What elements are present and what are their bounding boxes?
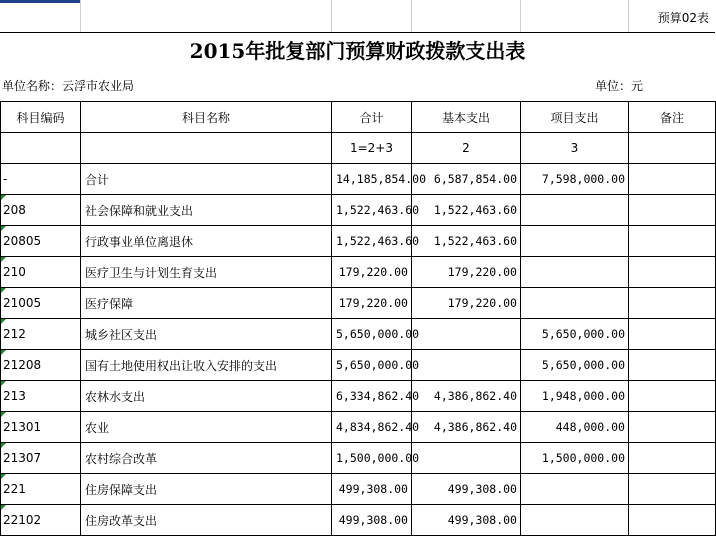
basic-cell[interactable]: 4,386,862.40: [412, 381, 521, 412]
expenditure-table: [0, 101, 716, 536]
currency-unit[interactable]: 单位：元: [595, 79, 644, 93]
basic-cell[interactable]: 4,386,862.40: [412, 412, 521, 443]
total-cell[interactable]: 4,834,862.40: [332, 412, 412, 443]
header-cell-basic[interactable]: 基本支出: [412, 102, 521, 133]
header-row: [1, 102, 716, 133]
note-cell[interactable]: [629, 443, 716, 474]
total-cell[interactable]: 179,220.00: [332, 257, 412, 288]
code-cell[interactable]: 210: [1, 257, 81, 288]
code-cell[interactable]: 221: [1, 474, 81, 505]
formula-cell[interactable]: [1, 133, 81, 164]
name-cell[interactable]: 农村综合改革: [81, 443, 332, 474]
header-cell-name[interactable]: 科目名称: [81, 102, 332, 133]
table-row: [1, 412, 716, 443]
note-cell[interactable]: [629, 195, 716, 226]
name-cell[interactable]: 医疗卫生与计划生育支出: [81, 257, 332, 288]
basic-cell[interactable]: [412, 443, 521, 474]
code-cell[interactable]: 212: [1, 319, 81, 350]
gridline: [411, 0, 412, 32]
project-cell[interactable]: 7,598,000.00: [521, 164, 629, 195]
table-row: [1, 226, 716, 257]
formula-cell[interactable]: [629, 133, 716, 164]
name-cell[interactable]: 城乡社区支出: [81, 319, 332, 350]
note-cell[interactable]: [629, 381, 716, 412]
table-row: [1, 164, 716, 195]
total-cell[interactable]: 6,334,862.40: [332, 381, 412, 412]
note-cell[interactable]: [629, 474, 716, 505]
formula-cell[interactable]: 3: [521, 133, 629, 164]
total-cell[interactable]: 1,500,000.00: [332, 443, 412, 474]
total-cell[interactable]: 14,185,854.00: [332, 164, 412, 195]
code-cell[interactable]: 21208: [1, 350, 81, 381]
code-cell[interactable]: 21301: [1, 412, 81, 443]
total-cell[interactable]: 179,220.00: [332, 288, 412, 319]
name-cell[interactable]: 社会保障和就业支出: [81, 195, 332, 226]
basic-cell[interactable]: 6,587,854.00: [412, 164, 521, 195]
project-cell[interactable]: 5,650,000.00: [521, 319, 629, 350]
table-row: [1, 288, 716, 319]
note-cell[interactable]: [629, 350, 716, 381]
basic-cell[interactable]: 179,220.00: [412, 257, 521, 288]
basic-cell[interactable]: 499,308.00: [412, 474, 521, 505]
selection-indicator: [0, 0, 80, 3]
table-row: [1, 381, 716, 412]
project-cell[interactable]: [521, 288, 629, 319]
formula-cell[interactable]: 2: [412, 133, 521, 164]
project-cell[interactable]: 1,948,000.00: [521, 381, 629, 412]
header-cell-project[interactable]: 项目支出: [521, 102, 629, 133]
name-cell[interactable]: 住房保障支出: [81, 474, 332, 505]
formula-cell[interactable]: 1=2+3: [332, 133, 412, 164]
project-cell[interactable]: [521, 257, 629, 288]
table-row: [1, 195, 716, 226]
total-cell[interactable]: 5,650,000.00: [332, 350, 412, 381]
gridline: [520, 0, 521, 32]
project-cell[interactable]: [521, 195, 629, 226]
header-cell-total[interactable]: 合计: [332, 102, 412, 133]
form-tag[interactable]: 预算02表: [657, 11, 709, 25]
note-cell[interactable]: [629, 288, 716, 319]
name-cell[interactable]: 医疗保障: [81, 288, 332, 319]
basic-cell[interactable]: 179,220.00: [412, 288, 521, 319]
note-cell[interactable]: [629, 226, 716, 257]
table-row: [1, 257, 716, 288]
total-cell[interactable]: 499,308.00: [332, 505, 412, 536]
name-cell[interactable]: 行政事业单位离退休: [81, 226, 332, 257]
project-cell[interactable]: [521, 474, 629, 505]
basic-cell[interactable]: 499,308.00: [412, 505, 521, 536]
project-cell[interactable]: 5,650,000.00: [521, 350, 629, 381]
code-cell[interactable]: 213: [1, 381, 81, 412]
formula-row: [1, 133, 716, 164]
basic-cell[interactable]: [412, 350, 521, 381]
code-cell[interactable]: 20805: [1, 226, 81, 257]
gridline: [331, 0, 332, 32]
formula-cell[interactable]: [81, 133, 332, 164]
gridline: [80, 0, 81, 32]
project-cell[interactable]: [521, 505, 629, 536]
name-cell[interactable]: 农业: [81, 412, 332, 443]
code-cell[interactable]: -: [1, 164, 81, 195]
note-cell[interactable]: [629, 412, 716, 443]
table-row: [1, 505, 716, 536]
total-cell[interactable]: 499,308.00: [332, 474, 412, 505]
project-cell[interactable]: 448,000.00: [521, 412, 629, 443]
report-title[interactable]: 2015年批复部门预算财政拨款支出表: [189, 39, 526, 63]
code-cell[interactable]: 22102: [1, 505, 81, 536]
total-cell[interactable]: 1,522,463.60: [332, 195, 412, 226]
project-cell[interactable]: [521, 226, 629, 257]
note-cell[interactable]: [629, 319, 716, 350]
header-cell-note[interactable]: 备注: [629, 102, 716, 133]
note-cell[interactable]: [629, 257, 716, 288]
note-cell[interactable]: [629, 164, 716, 195]
unit-name[interactable]: 单位名称：云浮市农业局: [2, 79, 135, 93]
total-cell[interactable]: 5,650,000.00: [332, 319, 412, 350]
project-cell[interactable]: 1,500,000.00: [521, 443, 629, 474]
top-row: [0, 0, 715, 33]
code-cell[interactable]: 208: [1, 195, 81, 226]
name-cell[interactable]: 合计: [81, 164, 332, 195]
code-cell[interactable]: 21005: [1, 288, 81, 319]
basic-cell[interactable]: 1,522,463.60: [412, 195, 521, 226]
total-cell[interactable]: 1,522,463.60: [332, 226, 412, 257]
name-cell[interactable]: 国有土地使用权出让收入安排的支出: [81, 350, 332, 381]
header-cell-code[interactable]: 科目编码: [1, 102, 81, 133]
name-cell[interactable]: 农林水支出: [81, 381, 332, 412]
table-row: [1, 474, 716, 505]
table-row: [1, 319, 716, 350]
note-cell[interactable]: [629, 505, 716, 536]
table-row: [1, 350, 716, 381]
basic-cell[interactable]: 1,522,463.60: [412, 226, 521, 257]
basic-cell[interactable]: [412, 319, 521, 350]
gridline: [628, 0, 629, 32]
name-cell[interactable]: 住房改革支出: [81, 505, 332, 536]
table-row: [1, 443, 716, 474]
code-cell[interactable]: 21307: [1, 443, 81, 474]
